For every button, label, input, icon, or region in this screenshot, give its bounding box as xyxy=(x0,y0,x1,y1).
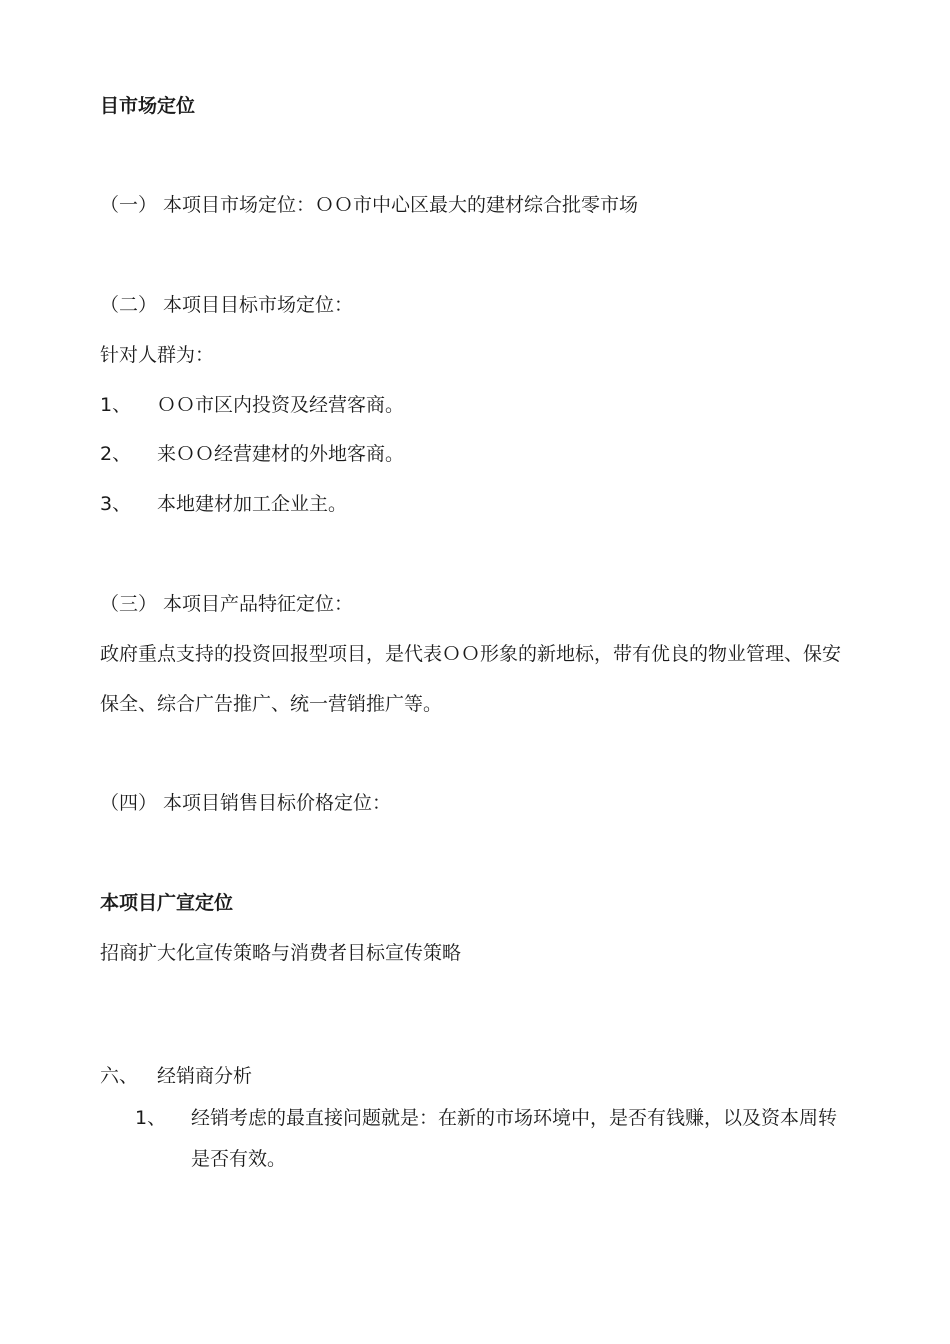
section-6-title: 经销商分析 xyxy=(157,1065,253,1087)
section-6-item-1-number: 1、 xyxy=(135,1107,167,1129)
heading-ad-positioning: 本项目广宣定位 xyxy=(100,892,234,914)
list-item-number: 3、 xyxy=(100,493,132,515)
list-item xyxy=(100,393,404,417)
section-4: （四） 本项目销售目标价格定位： xyxy=(100,792,392,814)
section-3: （三） 本项目产品特征定位： xyxy=(100,593,354,615)
heading-market-positioning: 目市场定位 xyxy=(100,95,196,117)
section-6-number: 六、 xyxy=(100,1065,139,1087)
section-1: （一） 本项目市场定位：ＯＯ市中心区最大的建材综合批零市场 xyxy=(100,194,639,216)
list-item-number: 2、 xyxy=(100,443,132,465)
section-3-paragraph-line-1: 政府重点支持的投资回报型项目，是代表ＯＯ形象的新地标，带有优良的物业管理、保安 xyxy=(100,643,842,665)
list-item-text: ＯＯ市区内投资及经营客商。 xyxy=(157,394,405,416)
list-item xyxy=(100,442,404,466)
section-2: （二） 本项目目标市场定位： xyxy=(100,294,354,316)
list-item-text: 本地建材加工企业主。 xyxy=(157,493,348,515)
section-6-item-1-line-1: 经销考虑的最直接问题就是：在新的市场环境中，是否有钱赚，以及资本周转 xyxy=(191,1107,838,1129)
section-6-item-1-line-2: 是否有效。 xyxy=(191,1148,287,1170)
list-item-number: 1、 xyxy=(100,394,132,416)
list-item-text: 来ＯＯ经营建材的外地客商。 xyxy=(157,443,405,465)
section-6-heading xyxy=(100,1064,252,1088)
section-2-intro: 针对人群为： xyxy=(100,344,215,366)
section-3-paragraph-line-2: 保全、综合广告推广、统一营销推广等。 xyxy=(100,693,443,715)
ad-positioning-text: 招商扩大化宣传策略与消费者目标宣传策略 xyxy=(100,942,462,964)
list-item xyxy=(100,492,347,516)
section-6-item-1 xyxy=(135,1106,837,1130)
